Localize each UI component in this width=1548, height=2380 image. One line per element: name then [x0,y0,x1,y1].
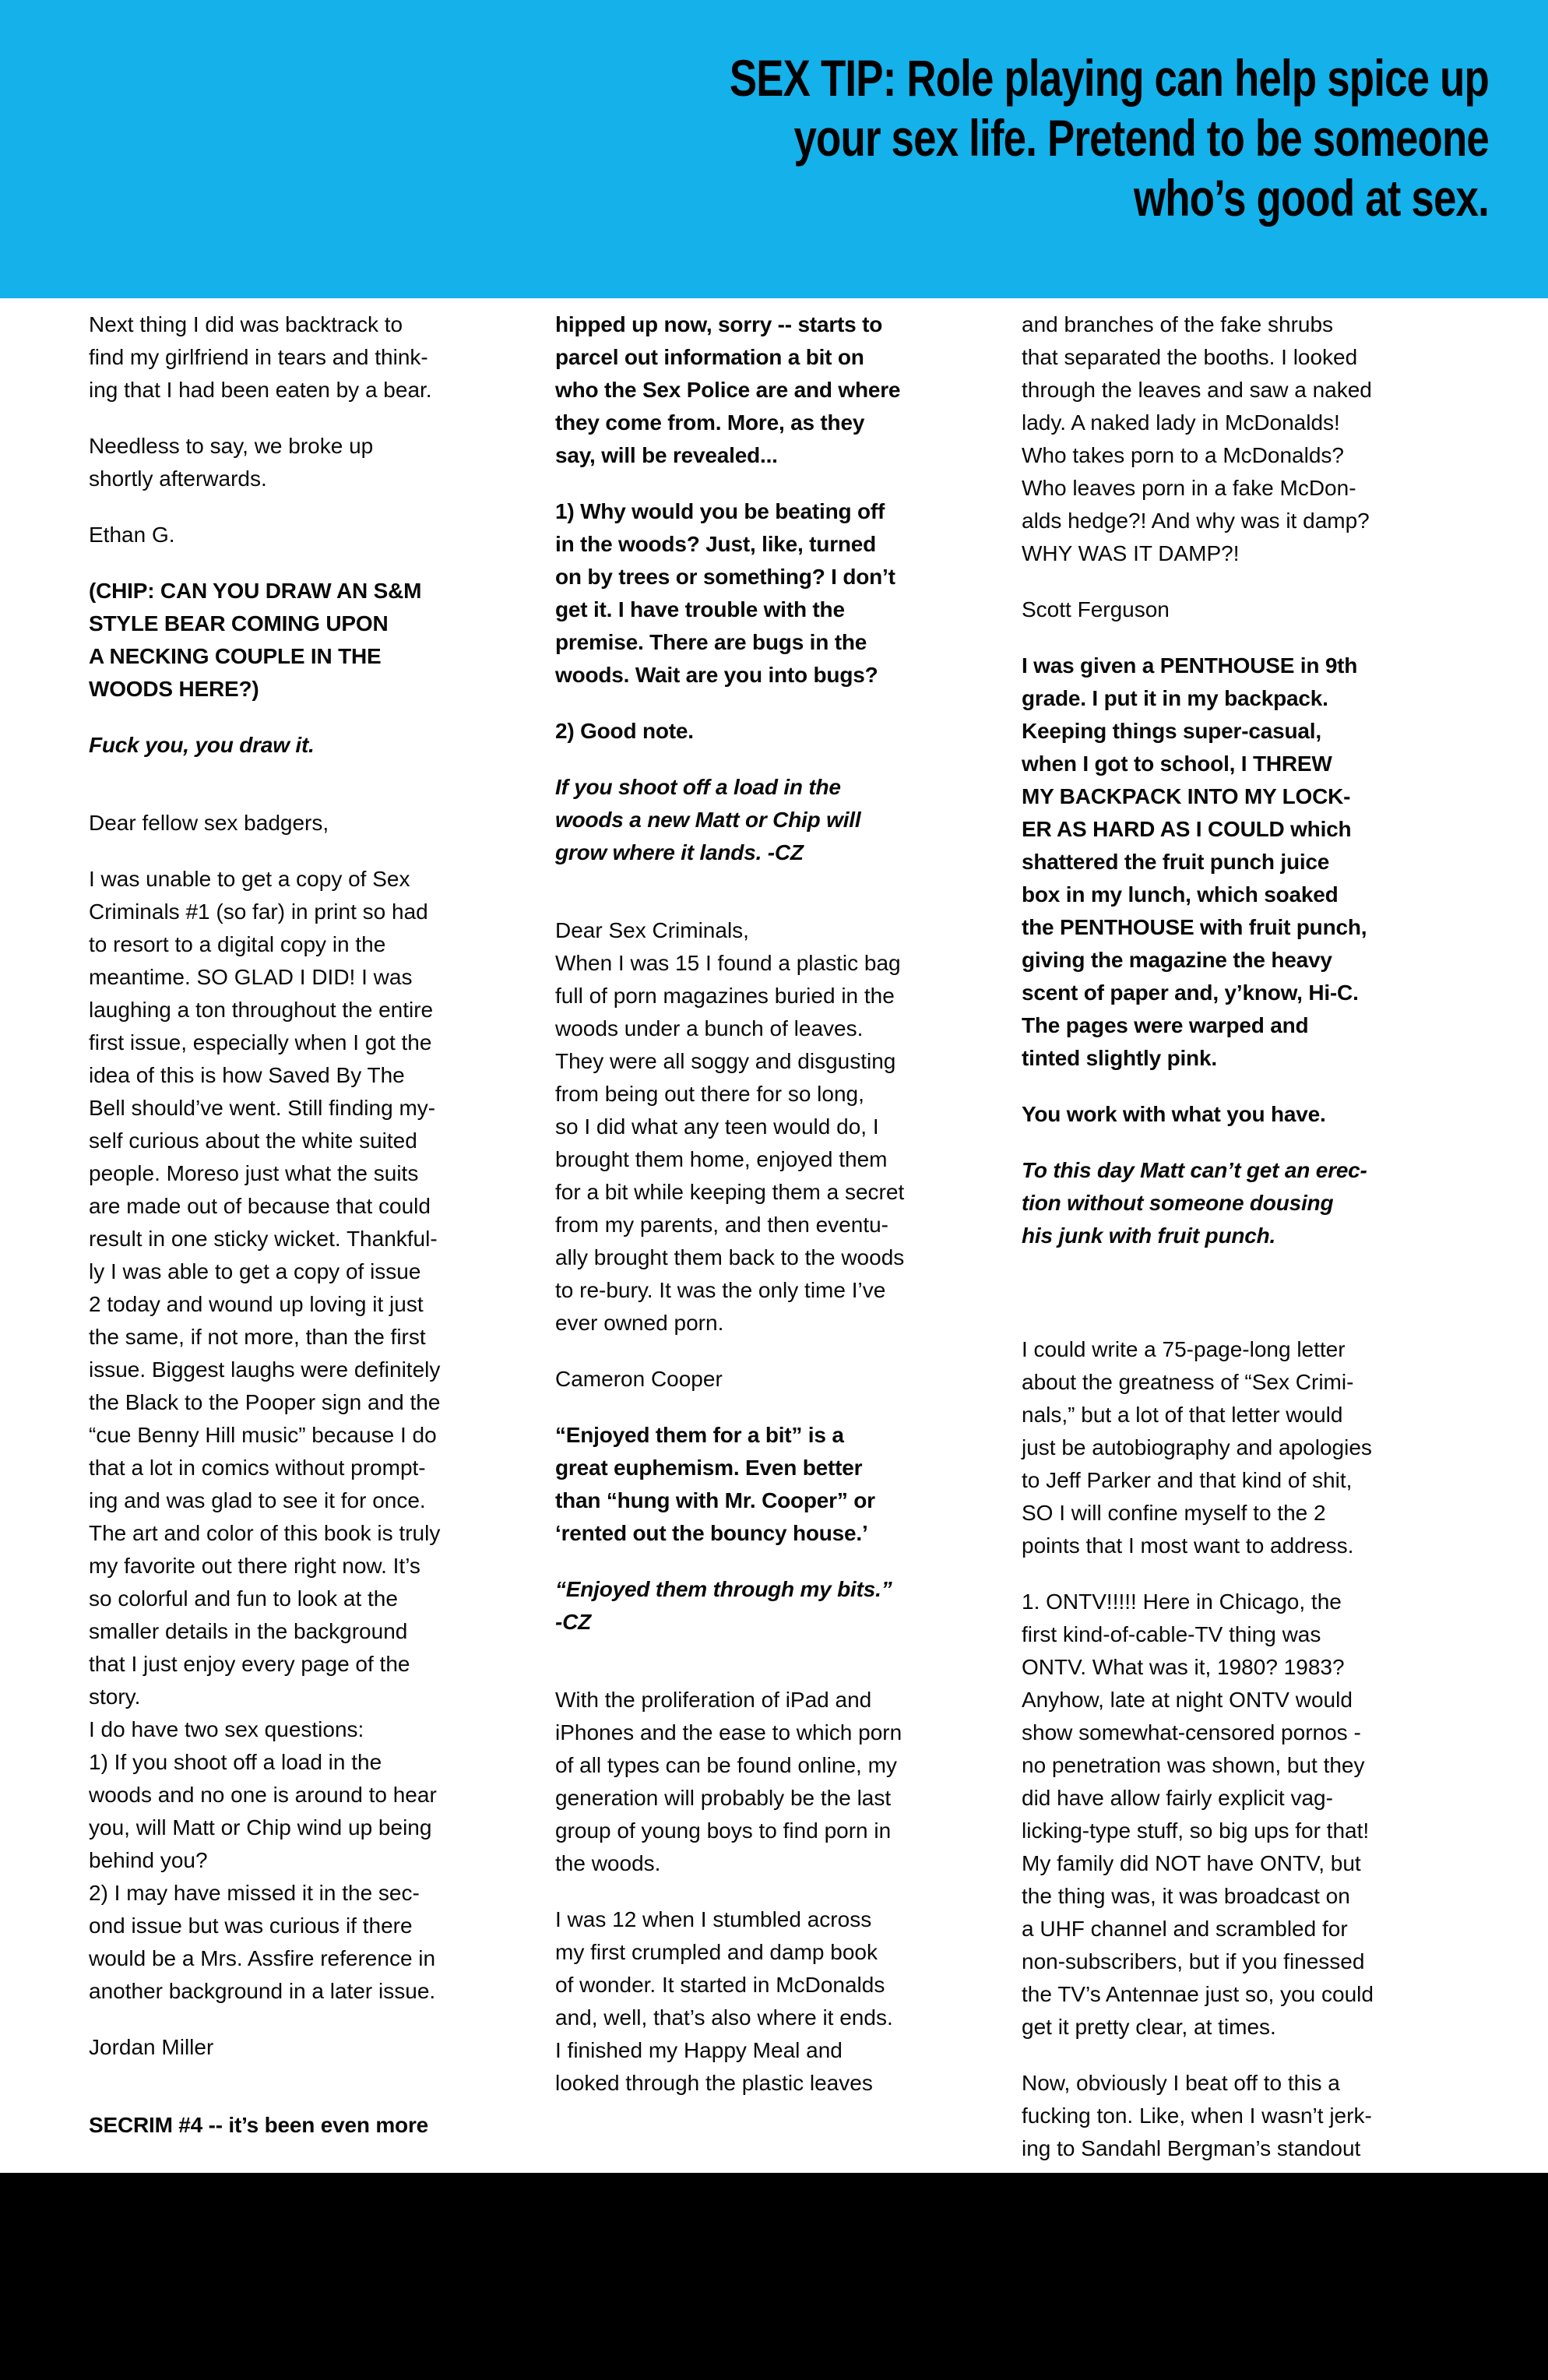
text-line: licking-type stuff, so big ups for that! [1022,1818,1370,1843]
text-line: scent of paper and, y’know, Hi-C. [1022,981,1359,1005]
text-line: With the proliferation of iPad and [555,1688,872,1712]
text-line: grow where it lands. -CZ [555,840,804,864]
text-line: Now, obviously I beat off to this a [1022,2071,1340,2095]
paragraph [1022,593,1467,626]
text-line: my favorite out there right now. It’s [89,1554,420,1578]
letters-columns [89,308,1467,2165]
text-line: than “hung with Mr. Cooper” or [555,1488,875,1512]
text-line: ing to Sandahl Bergman’s standout [1022,2136,1361,2160]
paragraph [89,430,534,495]
text-line: from my parents, and then eventu- [555,1213,888,1237]
paragraph [1022,650,1467,1075]
text-line: woods under a bunch of leaves. [555,1016,864,1040]
text-line: ever owned porn. [555,1311,724,1335]
text-line: My family did NOT have ONTV, but [1022,1851,1361,1875]
text-line: Jordan Miller [89,2035,214,2059]
bottom-black-band [0,2173,1548,2380]
paragraph [555,1684,1001,1880]
text-line: STYLE BEAR COMING UPON [89,611,389,635]
text-line: WOODS HERE?) [89,677,259,701]
text-line: first kind-of-cable-TV thing was [1022,1622,1321,1646]
text-line: 2) Good note. [555,719,694,743]
text-line: the thing was, it was broadcast on [1022,1884,1350,1908]
text-line: 1. ONTV!!!!! Here in Chicago, the [1022,1590,1342,1614]
paragraph [89,2031,534,2064]
text-line: show somewhat-censored pornos - [1022,1720,1361,1745]
paragraph [89,807,534,840]
text-line: “cue Benny Hill music” because I do [89,1423,437,1447]
text-line: did have allow fairly explicit vag- [1022,1786,1333,1810]
text-line: SECRIM #4 -- it’s been even more [89,2113,429,2137]
text-line: the same, if not more, than the first [89,1325,426,1349]
text-line: “Enjoyed them through my bits.” [555,1577,892,1601]
text-line: box in my lunch, which soaked [1022,882,1339,907]
text-line: meantime. SO GLAD I DID! I was [89,965,413,989]
text-line: Anyhow, late at night ONTV would [1022,1688,1353,1712]
text-line: ing that I had been eaten by a bear. [89,378,432,402]
text-line: the woods. [555,1851,661,1875]
paragraph [89,863,534,2008]
text-line: story. [89,1685,141,1709]
text-line: issue. Biggest laughs were definitely [89,1357,441,1382]
text-line: of wonder. It started in McDonalds [555,1973,885,1997]
text-line: find my girlfriend in tears and think- [89,345,428,369]
text-line: to Jeff Parker and that kind of shit, [1022,1468,1353,1492]
text-line: Scott Ferguson [1022,597,1170,621]
text-line: brought them home, enjoyed them [555,1147,888,1171]
text-line: Fuck you, you draw it. [89,733,315,757]
text-line: -CZ [555,1610,592,1634]
text-line: first issue, especially when I got the [89,1030,432,1054]
text-line: tinted slightly pink. [1022,1046,1217,1070]
paragraph [89,519,534,551]
text-line: the Black to the Pooper sign and the [89,1390,441,1414]
text-line: woods. Wait are you into bugs? [555,663,878,687]
text-line: The art and color of this book is truly [89,1521,441,1545]
text-line: group of young boys to find porn in [555,1818,892,1843]
paragraph [555,308,1001,472]
headline-line: your sex life. Pretend to be someone [793,109,1489,167]
text-line: on by trees or something? I don’t [555,565,895,589]
text-line: people. Moreso just what the suits [89,1161,419,1185]
column-3 [1022,308,1467,2165]
paragraph [555,771,1001,869]
text-line: alds hedge?! And why was it damp? [1022,509,1370,533]
text-line: Who leaves porn in a fake McDon- [1022,476,1356,500]
paragraph [555,1419,1001,1550]
text-line: no penetration was shown, but they [1022,1753,1365,1777]
paragraph [555,914,1001,1340]
text-line: 2) I may have missed it in the sec- [89,1881,420,1905]
text-line: that I just enjoy every page of the [89,1652,410,1676]
text-line: from being out there for so long, [555,1082,864,1106]
text-line: just be autobiography and apologies [1022,1435,1372,1459]
paragraph [89,729,534,762]
column-1 [89,308,534,2165]
text-line: ER AS HARD AS I COULD which [1022,817,1352,841]
text-line: Who takes porn to a McDonalds? [1022,443,1344,467]
paragraph [89,575,534,706]
text-line: I was 12 when I stumbled across [555,1907,872,1931]
text-line: 1) Why would you be beating off [555,499,885,523]
text-line: his junk with fruit punch. [1022,1223,1276,1248]
text-line: that a lot in comics without prompt- [89,1456,426,1480]
text-line: the PENTHOUSE with fruit punch, [1022,915,1367,939]
text-line: of all types can be found online, my [555,1753,897,1777]
text-line: They were all soggy and disgusting [555,1049,896,1073]
text-line: are made out of because that could [89,1194,431,1218]
paragraph [1022,1098,1467,1131]
text-line: Ethan G. [89,523,175,547]
text-line: laughing a ton throughout the entire [89,998,434,1022]
text-line: to re-bury. It was the only time I’ve [555,1278,886,1302]
text-line: non-subscribers, but if you finessed [1022,1949,1365,1973]
text-line: my first crumpled and damp book [555,1940,878,1964]
headline-line: who’s good at sex. [1134,169,1489,227]
sex-tip-headline [310,48,1548,228]
text-line: I do have two sex questions: [89,1717,364,1741]
text-line: who the Sex Police are and where [555,378,901,402]
text-line: MY BACKPACK INTO MY LOCK- [1022,784,1351,808]
text-line: you, will Matt or Chip wind up being [89,1815,432,1840]
text-line: through the leaves and saw a naked [1022,378,1372,402]
text-line: ly I was able to get a copy of issue [89,1259,421,1283]
text-line: and, well, that’s also where it ends. [555,2005,893,2030]
paragraph [1022,2067,1467,2165]
text-line: Keeping things super-casual, [1022,719,1321,743]
text-line: “Enjoyed them for a bit” is a [555,1423,844,1447]
text-line: they come from. More, as they [555,410,865,435]
paragraph [555,1573,1001,1639]
text-line: Needless to say, we broke up [89,434,374,458]
paragraph [1022,1586,1467,2044]
text-line: the TV’s Antennae just so, you could [1022,1982,1374,2006]
text-line: and branches of the fake shrubs [1022,312,1334,336]
text-line: for a bit while keeping them a secret [555,1180,905,1204]
text-line: I was given a PENTHOUSE in 9th [1022,653,1358,678]
text-line: shortly afterwards. [89,466,267,491]
text-line: lady. A naked lady in McDonalds! [1022,410,1340,435]
paragraph [1022,1333,1467,1562]
text-line: giving the magazine the heavy [1022,948,1332,972]
text-line: parcel out information a bit on [555,345,864,369]
column-2 [555,308,1001,2165]
paragraph [555,715,1001,748]
text-line: iPhones and the ease to which porn [555,1720,902,1745]
text-line: behind you? [89,1848,208,1872]
text-line: ‘rented out the bouncy house.’ [555,1521,868,1545]
text-line: to resort to a digital copy in the [89,932,386,956]
text-line: fucking ton. Like, when I wasn’t jerk- [1022,2104,1372,2128]
text-line: When I was 15 I found a plastic bag [555,951,901,975]
text-line: another background in a later issue. [89,1979,436,2003]
text-line: get it. I have trouble with the [555,597,845,621]
headline-line: SEX TIP: Role playing can help spice up [729,49,1489,107]
text-line: I finished my Happy Meal and [555,2038,843,2062]
text-line: Cameron Cooper [555,1367,723,1391]
text-line: ONTV. What was it, 1980? 1983? [1022,1655,1345,1679]
text-line: points that I most want to address. [1022,1533,1354,1558]
text-line: result in one sticky wicket. Thankful- [89,1227,438,1251]
text-line: say, will be revealed... [555,443,778,467]
text-line: so I did what any teen would do, I [555,1114,879,1139]
text-line: ally brought them back to the woods [555,1245,905,1269]
text-line: full of porn magazines buried in the [555,984,895,1008]
text-line: get it pretty clear, at times. [1022,2015,1276,2039]
text-line: Next thing I did was backtrack to [89,312,403,336]
paragraph [89,2109,534,2142]
paragraph [1022,1154,1467,1252]
text-line: (CHIP: CAN YOU DRAW AN S&M [89,579,422,603]
text-line: idea of this is how Saved By The [89,1063,405,1087]
text-line: Dear Sex Criminals, [555,918,749,942]
text-line: If you shoot off a load in the [555,775,841,799]
text-line: 1) If you shoot off a load in the [89,1750,382,1774]
paragraph [555,495,1001,692]
text-line: 2 today and wound up loving it just [89,1292,424,1316]
text-line: I was unable to get a copy of Sex [89,867,410,891]
text-line: a UHF channel and scrambled for [1022,1917,1348,1941]
text-line: ing and was glad to see it for once. [89,1488,426,1512]
paragraph [1022,308,1467,570]
paragraph [555,1903,1001,2100]
text-line: smaller details in the background [89,1619,408,1643]
sex-tip-header-banner [0,0,1548,298]
text-line: about the greatness of “Sex Crimi- [1022,1370,1354,1394]
text-line: I could write a 75-page-long letter [1022,1337,1346,1361]
text-line: shattered the fruit punch juice [1022,850,1330,874]
text-line: looked through the plastic leaves [555,2071,873,2095]
text-line: SO I will confine myself to the 2 [1022,1501,1326,1525]
text-line: woods a new Matt or Chip will [555,808,861,832]
text-line: To this day Matt can’t get an erec- [1022,1158,1367,1182]
text-line: Bell should’ve went. Still finding my- [89,1096,436,1120]
text-line: hipped up now, sorry -- starts to [555,312,883,336]
paragraph [89,308,534,407]
text-line: You work with what you have. [1022,1102,1326,1126]
text-line: The pages were warped and [1022,1013,1309,1037]
text-line: tion without someone dousing [1022,1191,1334,1215]
paragraph [555,1363,1001,1396]
text-line: WHY WAS IT DAMP?! [1022,541,1240,565]
text-line: would be a Mrs. Assfire reference in [89,1946,436,1970]
text-line: generation will probably be the last [555,1786,892,1810]
text-line: Criminals #1 (so far) in print so had [89,900,428,924]
text-line: self curious about the white suited [89,1128,417,1153]
text-line: great euphemism. Even better [555,1456,863,1480]
text-line: grade. I put it in my backpack. [1022,686,1328,710]
text-line: Dear fellow sex badgers, [89,811,329,835]
text-line: ond issue but was curious if there [89,1914,413,1938]
text-line: A NECKING COUPLE IN THE [89,644,382,668]
text-line: that separated the booths. I looked [1022,345,1358,369]
text-line: when I got to school, I THREW [1022,752,1332,776]
text-line: nals,” but a lot of that letter would [1022,1403,1343,1427]
text-line: woods and no one is around to hear [89,1783,437,1807]
text-line: so colorful and fun to look at the [89,1586,398,1611]
text-line: in the woods? Just, like, turned [555,532,877,556]
text-line: premise. There are bugs in the [555,630,867,654]
